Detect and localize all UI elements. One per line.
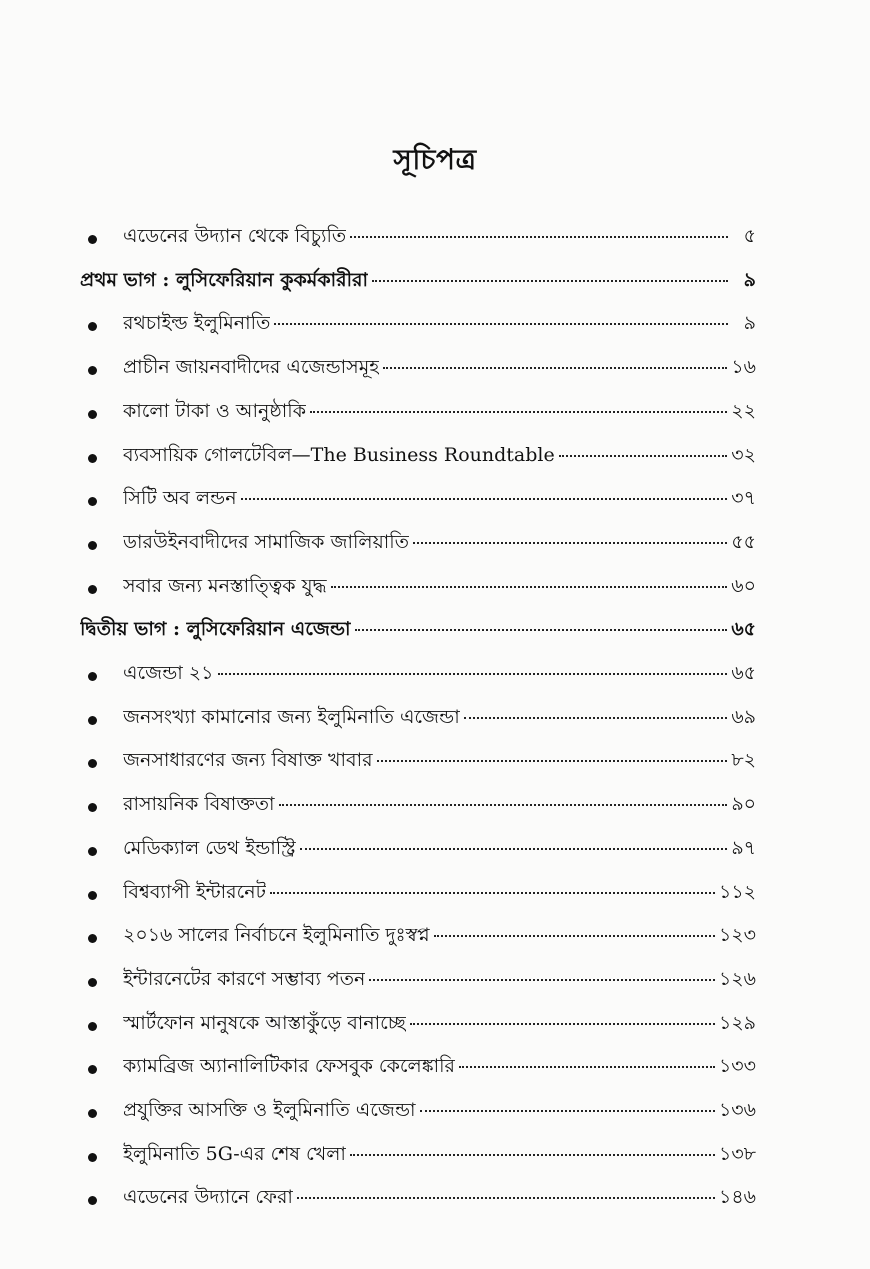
- dot-leader: [300, 848, 728, 850]
- toc-entry: [88, 1052, 756, 1086]
- bullet-icon: [88, 759, 97, 768]
- toc-entry-title: প্রথম ভাগ : লুসিফেরিয়ান কুকর্মকারীরা: [80, 269, 369, 291]
- toc-page-number: ৫৫: [731, 531, 756, 553]
- toc-page-number: ১৩৩: [718, 1055, 756, 1077]
- toc-page-number: ১৬: [731, 356, 756, 378]
- dot-leader: [350, 236, 728, 238]
- bullet-icon: [88, 1153, 97, 1162]
- bullet-icon: [88, 1196, 97, 1205]
- toc-entry: [88, 1183, 756, 1217]
- toc-entry: [88, 834, 756, 868]
- toc-entry: [88, 965, 756, 999]
- toc-entry: [88, 353, 756, 387]
- toc-entry: [88, 484, 756, 518]
- toc-entry-title: প্রযুক্তির আসক্তি ও ইলুমিনাতি এজেন্ডা: [123, 1099, 416, 1121]
- toc-page-number: ১৩৮: [718, 1143, 756, 1165]
- dot-leader: [372, 280, 728, 282]
- toc-entry: [88, 572, 756, 606]
- bullet-icon: [88, 497, 97, 506]
- toc-page-number: ৩২: [731, 444, 756, 466]
- toc-page-number: ২২: [731, 400, 756, 422]
- toc-entry: [88, 1009, 756, 1043]
- dot-leader: [459, 1066, 715, 1068]
- toc-page-number: ১১২: [718, 881, 756, 903]
- bullet-icon: [88, 716, 97, 725]
- toc-page-number: ৬৯: [731, 706, 756, 728]
- toc-page-number: ৯: [743, 312, 756, 334]
- toc-entry-title: ডারউইনবাদীদের সামাজিক জালিয়াতি: [123, 531, 409, 553]
- toc-page-number: ১৩৬: [718, 1099, 756, 1121]
- dot-leader: [413, 542, 727, 544]
- toc-entry-title: এডেনের উদ্যানে ফেরা: [123, 1186, 293, 1208]
- toc-entry: [88, 222, 756, 256]
- toc-entry: [88, 703, 756, 737]
- toc-entry: [88, 441, 756, 475]
- toc-page-number: ৬০: [731, 575, 756, 597]
- bullet-icon: [88, 891, 97, 900]
- bullet-icon: [88, 322, 97, 331]
- toc-page-number: ১২৯: [718, 1012, 756, 1034]
- toc-entry-title: ইন্টারনেটের কারণে সম্ভাব্য পতন: [123, 968, 366, 990]
- toc-page-number: ১২৬: [718, 968, 756, 990]
- bullet-icon: [88, 410, 97, 419]
- toc-entry: [88, 878, 756, 912]
- toc-entry: [88, 921, 756, 955]
- toc-entry-title: জনসংখ্যা কামানোর জন্য ইলুমিনাতি এজেন্ডা: [123, 706, 460, 728]
- page-title: সূচিপত্র: [393, 143, 477, 176]
- toc-entry-title: স্মার্টফোন মানুষকে আস্তাকুঁড়ে বানাচ্ছে: [123, 1012, 406, 1034]
- dot-leader: [559, 455, 728, 457]
- toc-entry-title: ২০১৬ সালের নির্বাচনে ইলুমিনাতি দুঃস্বপ্ন: [123, 924, 430, 946]
- toc-entry: [88, 528, 756, 562]
- toc-section-heading: [80, 266, 756, 300]
- toc-entry: [88, 1140, 756, 1174]
- dot-leader: [279, 804, 728, 806]
- dot-leader: [297, 1197, 715, 1199]
- dot-leader: [377, 760, 728, 762]
- toc-entry-title: রাসায়নিক বিষাক্ততা: [123, 793, 275, 815]
- toc-page-number: ৬৫: [731, 618, 756, 640]
- toc-entry-title: ক্যামব্রিজ অ্যানালিটিকার ফেসবুক কেলেঙ্কারি: [123, 1055, 455, 1077]
- bullet-icon: [88, 847, 97, 856]
- toc-section-heading: [80, 615, 756, 649]
- bullet-icon: [88, 454, 97, 463]
- dot-leader: [420, 1110, 715, 1112]
- toc-entry: [88, 746, 756, 780]
- toc-page-number: ৫: [743, 225, 756, 247]
- toc-entry-title: সিটি অব লন্ডন: [123, 487, 237, 509]
- toc-entry: [88, 1096, 756, 1130]
- toc-entry-title: সবার জন্য মনস্তাত্ত্বিক যুদ্ধ: [123, 575, 327, 597]
- bullet-icon: [88, 1065, 97, 1074]
- dot-leader: [241, 498, 728, 500]
- toc-entry-title: এডেনের উদ্যান থেকে বিচ্যুতি: [123, 225, 347, 247]
- toc-page-number: ৯: [743, 269, 756, 291]
- dot-leader: [218, 673, 728, 675]
- toc-page-number: ১২৩: [718, 924, 756, 946]
- dot-leader: [369, 979, 715, 981]
- bullet-icon: [88, 934, 97, 943]
- dot-leader: [350, 1154, 715, 1156]
- toc-entry: [88, 397, 756, 431]
- toc-entry: [88, 790, 756, 824]
- toc-page-number: ৮২: [731, 749, 756, 771]
- bullet-icon: [88, 978, 97, 987]
- dot-leader: [270, 892, 715, 894]
- toc-entry-title: কালো টাকা ও আনুষ্ঠাকি: [123, 400, 306, 422]
- bullet-icon: [88, 585, 97, 594]
- bullet-icon: [88, 1109, 97, 1118]
- toc-entry-title: রথচাইল্ড ইলুমিনাতি: [123, 312, 271, 334]
- bullet-icon: [88, 366, 97, 375]
- toc-entry-title: ইলুমিনাতি 5G-এর শেষ খেলা: [123, 1143, 346, 1165]
- toc-entry-title: প্রাচীন জায়নবাদীদের এজেন্ডাসমূহ: [123, 356, 380, 378]
- toc-page-number: ১৪৬: [718, 1186, 756, 1208]
- dot-leader: [310, 411, 727, 413]
- dot-leader: [434, 935, 715, 937]
- toc-page-number: ৬৫: [731, 662, 756, 684]
- toc-entry: [88, 309, 756, 343]
- dot-leader: [355, 629, 728, 631]
- toc-entry-title: ব্যবসায়িক গোলটেবিল—The Business Roundtable: [123, 444, 555, 466]
- dot-leader: [383, 367, 727, 369]
- bullet-icon: [88, 672, 97, 681]
- toc-page-number: ৯০: [731, 793, 756, 815]
- toc-page-number: ৯৭: [731, 837, 756, 859]
- toc-entry-title: জনসাধারণের জন্য বিষাক্ত খাবার: [123, 749, 373, 771]
- dot-leader: [410, 1023, 715, 1025]
- toc-page-number: ৩৭: [731, 487, 756, 509]
- dot-leader: [464, 717, 728, 719]
- toc-entry-title: মেডিক্যাল ডেথ ইন্ডাস্ট্রি: [123, 837, 296, 859]
- toc-entry-title: দ্বিতীয় ভাগ : লুসিফেরিয়ান এজেন্ডা: [80, 618, 351, 640]
- dot-leader: [331, 586, 728, 588]
- bullet-icon: [88, 235, 97, 244]
- toc-entry-title: এজেন্ডা ২১: [123, 662, 214, 684]
- toc-entry: [88, 659, 756, 693]
- bullet-icon: [88, 803, 97, 812]
- dot-leader: [274, 323, 728, 325]
- bullet-icon: [88, 1022, 97, 1031]
- toc-entry-title: বিশ্বব্যাপী ইন্টারনেট: [123, 881, 266, 903]
- bullet-icon: [88, 541, 97, 550]
